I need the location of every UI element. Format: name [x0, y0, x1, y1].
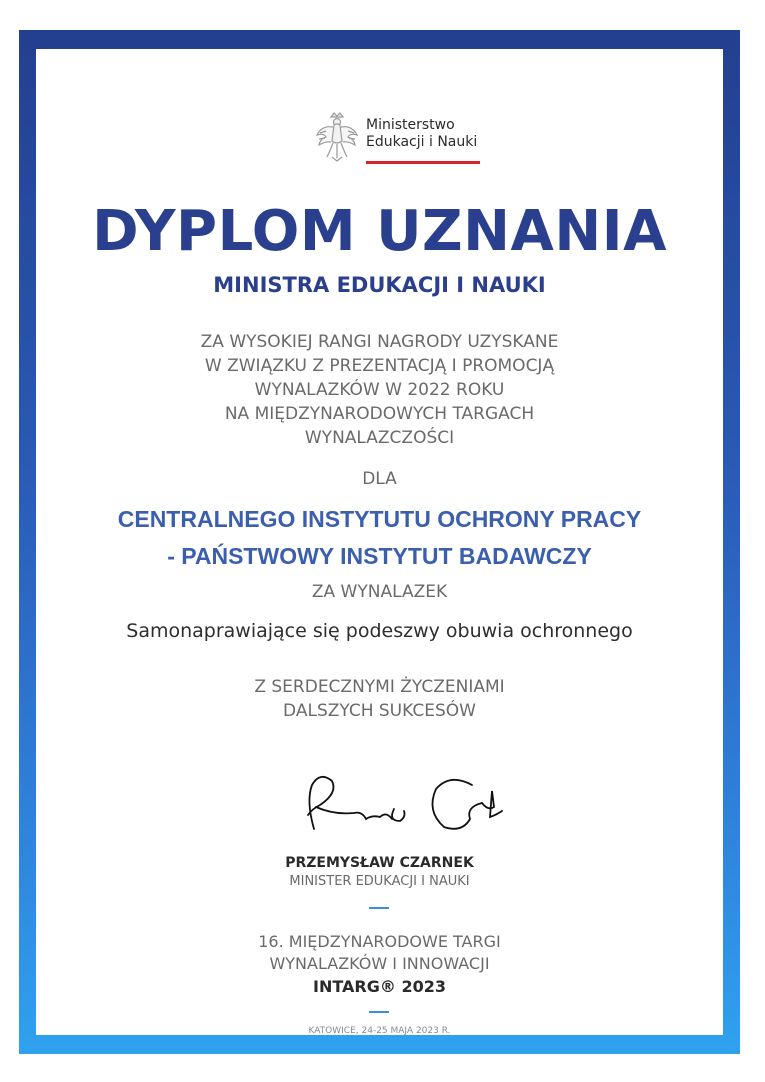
recipient-line: CENTRALNEGO INSTYTUTU OCHRONY PRACY — [117, 506, 642, 532]
ministry-name-line2: Edukacji i Nauki — [366, 134, 478, 150]
place-date: KATOWICE, 24-25 MAJA 2023 R. — [308, 1026, 451, 1036]
eagle-emblem-icon — [314, 111, 360, 165]
reason-line: WYNALAZKÓW W 2022 ROKU — [254, 380, 505, 400]
flag-stripe — [366, 161, 480, 164]
fair-brand: INTARG® 2023 — [313, 977, 446, 996]
diploma-sheet — [36, 49, 723, 1035]
reason-line: WYNALAZCZOŚCI — [304, 428, 455, 448]
for-label: DLA — [362, 469, 397, 489]
recipient-line: - PAŃSTWOWY INSTYTUT BADAWCZY — [167, 543, 592, 569]
reason-line: NA MIĘDZYNARODOWYCH TARGACH — [224, 404, 535, 424]
separator-dash — [369, 907, 389, 909]
invention-name: Samonaprawiające się podeszwy obuwia ochronnego — [126, 620, 633, 642]
handwritten-signature — [276, 771, 506, 841]
recipient-name — [36, 501, 723, 575]
wishes-line: Z SERDECZNYMI ŻYCZENIAMI — [254, 677, 505, 697]
diploma-subtitle: MINISTRA EDUKACJI I NAUKI — [213, 273, 546, 297]
wishes — [36, 675, 723, 723]
reason-line: ZA WYSOKIEJ RANGI NAGRODY UZYSKANE — [200, 332, 559, 352]
ministry-name — [366, 117, 477, 151]
diploma-title: DYPLOM UZNANIA — [92, 199, 667, 264]
wishes-line: DALSZYCH SUKCESÓW — [283, 701, 476, 721]
fair-name — [36, 931, 723, 975]
fair-line: WYNALAZKÓW I INNOWACJI — [269, 954, 490, 973]
signer-name: PRZEMYSŁAW CZARNEK — [285, 855, 474, 871]
separator-dash — [369, 1011, 389, 1013]
signer-title: MINISTER EDUKACJI I NAUKI — [289, 874, 470, 889]
invention-label: ZA WYNALAZEK — [311, 582, 448, 602]
award-reason — [36, 330, 723, 450]
ministry-logo — [314, 111, 484, 171]
reason-line: W ZWIĄZKU Z PREZENTACJĄ I PROMOCJĄ — [204, 356, 555, 376]
ministry-name-line1: Ministerstwo — [366, 117, 455, 133]
fair-line: 16. MIĘDZYNARODOWE TARGI — [258, 932, 501, 951]
diploma-border — [19, 30, 740, 1054]
